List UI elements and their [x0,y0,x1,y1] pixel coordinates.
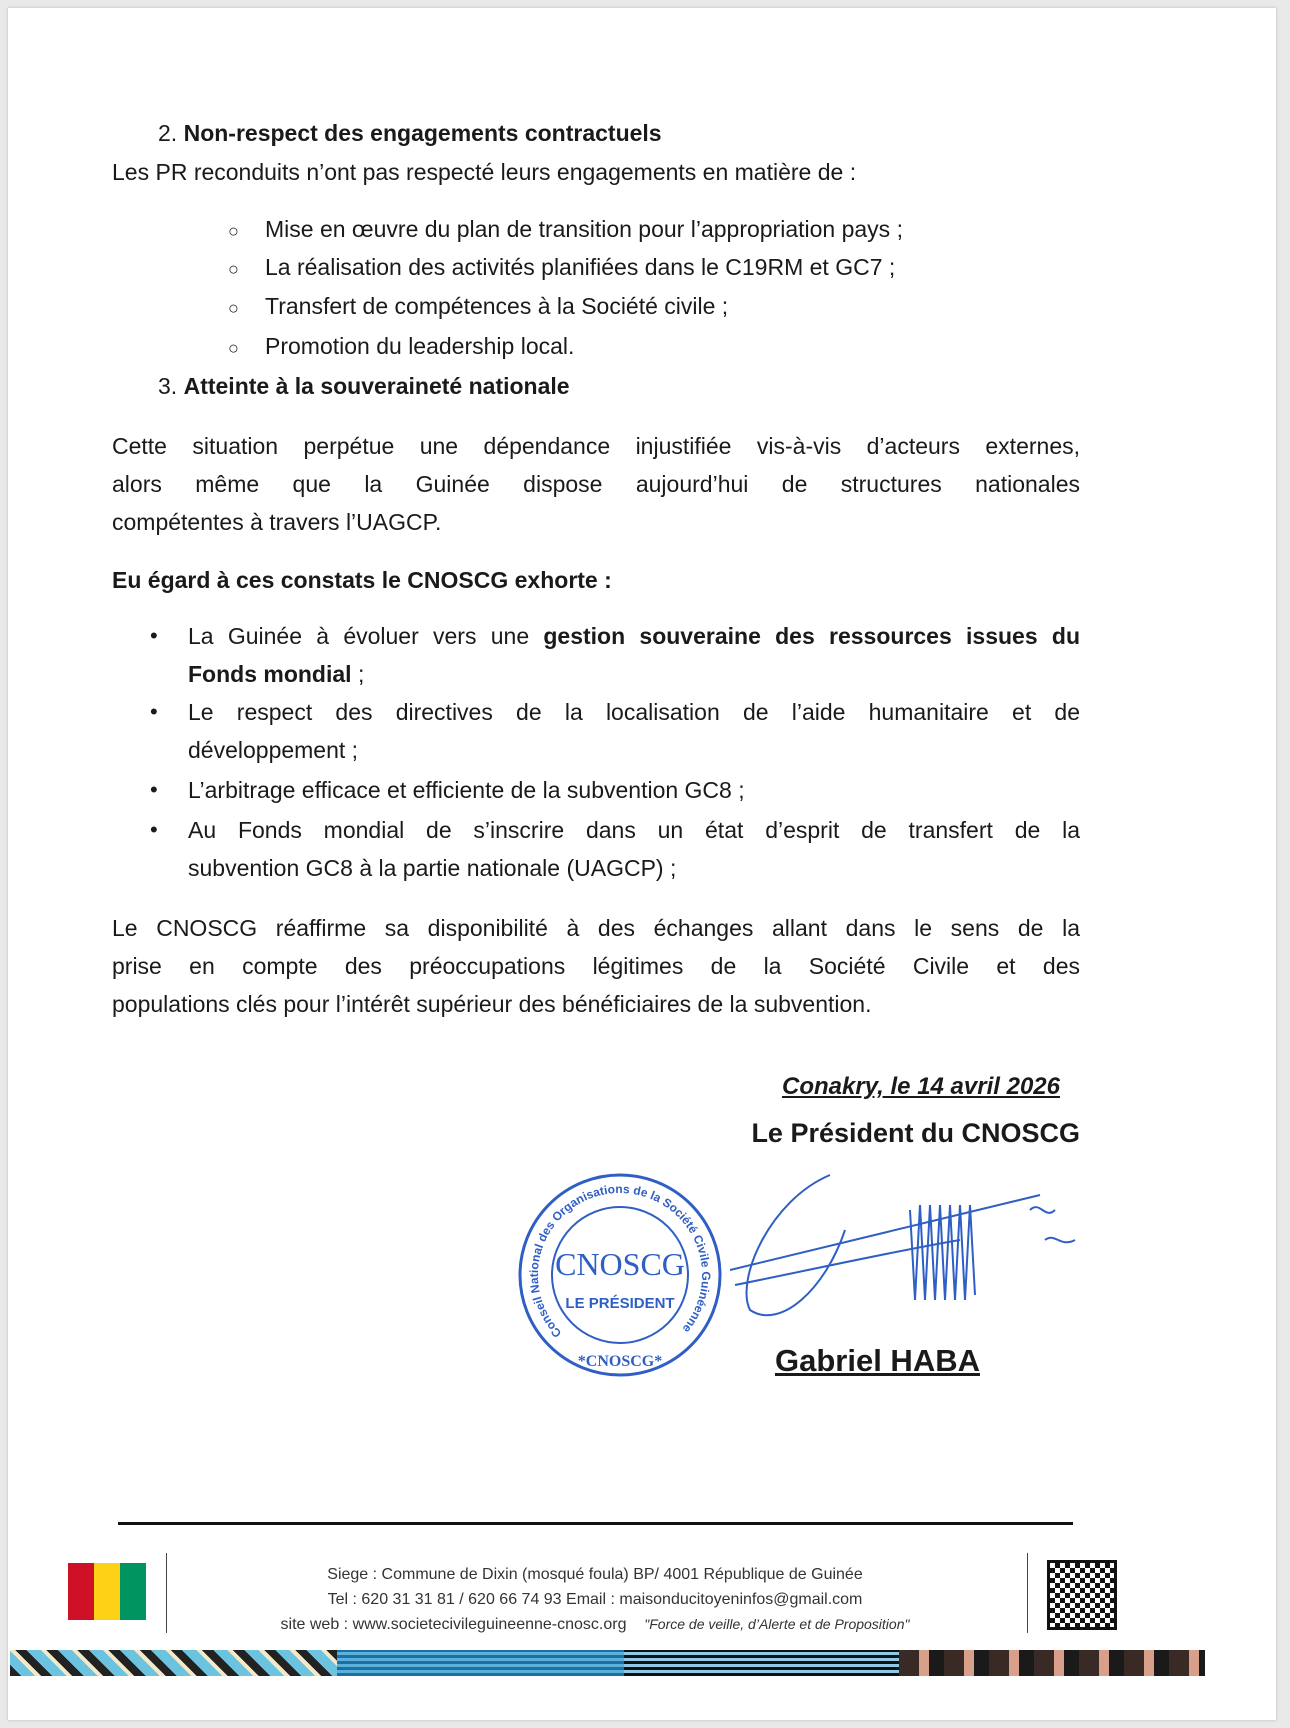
bullet-icon: • [150,777,158,802]
section-2-intro: Les PR reconduits n’ont pas respecté leurs engagements en matière de : [112,159,857,185]
decorative-pattern-strip [10,1650,1205,1676]
paragraph-line: compétentes à travers l’UAGCP. [112,509,442,535]
stamp-bottom: *CNOSCG* [577,1353,663,1370]
bullet-icon: • [150,699,158,724]
circle-bullet-icon: ○ [228,298,239,318]
paragraph-line: alors même que la Guinée dispose aujourd’hui de structures nationales [112,471,1080,497]
handwritten-signature [730,1170,1110,1320]
list-item: L’arbitrage efficace et efficiente de la subvention GC8 ; [188,777,745,803]
list-item-cont: subvention GC8 à la partie nationale (UAGCP) ; [188,855,677,881]
list-item: La réalisation des activités planifiées dans le C19RM et GC7 ; [265,254,896,280]
circle-bullet-icon: ○ [228,221,239,241]
stamp-center: CNOSCG [555,1246,685,1282]
paragraph-line: Cette situation perpétue une dépendance injustifiée vis-à-vis d’acteurs externes, [112,433,1080,459]
signatory-title: Le Président du CNOSCG [751,1118,1080,1148]
exhorte-heading: Eu égard à ces constats le CNOSCG exhorte : [112,567,612,593]
section-2-heading: 2. Non-respect des engagements contractuels [158,120,662,146]
guinea-flag [68,1563,146,1620]
paragraph-line: Le CNOSCG réaffirme sa disponibilité à des échanges allant dans le sens de la [112,915,1080,941]
list-item-cont: développement ; [188,737,359,763]
official-stamp [515,1170,725,1380]
footer-separator [166,1553,167,1633]
list-item: Mise en œuvre du plan de transition pour l’appropriation pays ; [265,216,903,242]
circle-bullet-icon: ○ [228,259,239,279]
list-item: La Guinée à évoluer vers une gestion souveraine des ressources issues du [188,623,1080,649]
qr-code [1047,1560,1117,1630]
signatory-name: Gabriel HABA [775,1343,980,1378]
footer-contact: Tel : 620 31 31 81 / 620 66 74 93 Email : maisonducitoyeninfos@gmail.com [327,1591,863,1608]
stamp-role: LE PRÉSIDENT [565,1295,675,1312]
list-item: Le respect des directives de la localisation de l’aide humanitaire et de [188,699,1080,725]
footer-address: Siege : Commune de Dixin (mosqué foula) BP/ 4001 République de Guinée [327,1566,863,1583]
list-item: Au Fonds mondial de s’inscrire dans un état d’esprit de transfert de la [188,817,1080,843]
footer-divider [118,1522,1073,1525]
list-item: Promotion du leadership local. [265,333,575,359]
list-item-cont: Fonds mondial ; [188,661,365,687]
bullet-icon: • [150,817,158,842]
paragraph-line: populations clés pour l’intérêt supérieur des bénéficiaires de la subvention. [112,991,872,1017]
footer-separator [1027,1553,1028,1633]
bullet-icon: • [150,623,158,648]
stamp-ring-text: Conseil National des Organisations de la Société Civile Guinéenne [526,1181,714,1341]
list-item: Transfert de compétences à la Société civile ; [265,293,729,319]
circle-bullet-icon: ○ [228,338,239,358]
place-date: Conakry, le 14 avril 2026 [782,1073,1060,1100]
paragraph-line: prise en compte des préoccupations légitimes de la Société Civile et des [112,953,1080,979]
footer-web: site web : www.societecivileguineenne-cnosc.org "Force de veille, d’Alerte et de Proposition" [280,1616,910,1633]
section-3-heading: 3. Atteinte à la souveraineté nationale [158,373,570,399]
